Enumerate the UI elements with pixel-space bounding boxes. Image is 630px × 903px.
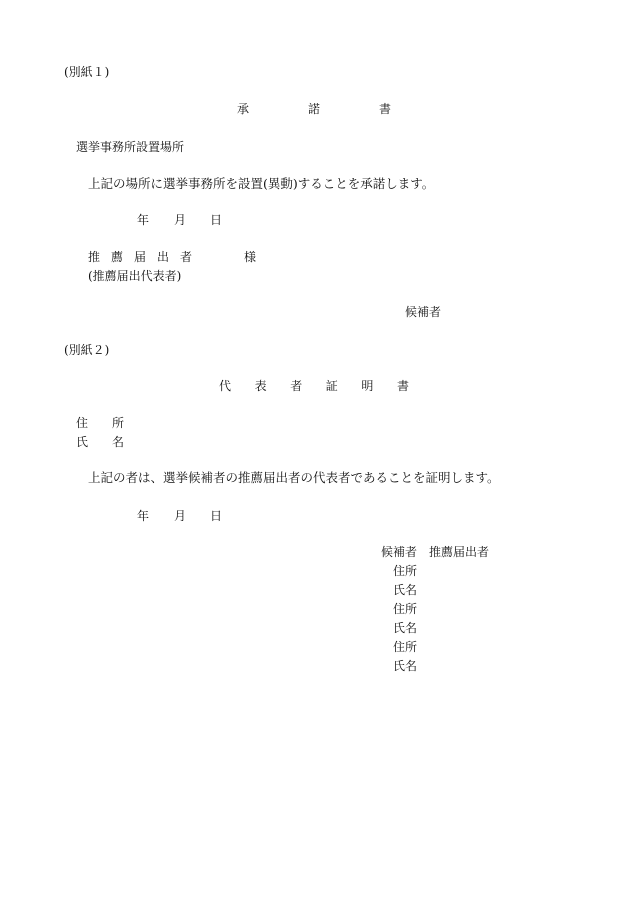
form1-signer: 候補者: [405, 305, 442, 319]
form2-address-char: 所: [111, 416, 124, 430]
form2-name-char: 氏: [76, 435, 89, 449]
form2-signer-header: 候補者 推薦届出者: [381, 545, 490, 559]
form2-title: [219, 380, 409, 392]
form2-title-char: 代: [219, 379, 232, 393]
form2-signer-name: 氏名: [393, 659, 418, 673]
form2-label: (別紙２): [64, 343, 110, 357]
form2-title-char: 証: [325, 379, 338, 393]
form2-signer-name: 氏名: [393, 583, 418, 597]
form2-date-year: 年: [137, 509, 150, 523]
form2-address-label: [76, 417, 124, 429]
form2-address-char: 住: [76, 416, 89, 430]
form2-title-char: 書: [396, 379, 409, 393]
form1-label: (別紙１): [64, 65, 110, 79]
form2-signer-address: 住所: [393, 564, 418, 578]
form2-signer-address: 住所: [393, 602, 418, 616]
form2-title-char: 明: [361, 379, 374, 393]
form1-recipient-char: 届: [133, 250, 146, 264]
form2-name-label: [76, 436, 124, 448]
form1-title: [237, 103, 391, 115]
form2-date-day: 日: [210, 509, 223, 523]
form1-recipient-char: 薦: [110, 250, 123, 264]
form1-honorific: 様: [244, 250, 257, 264]
form1-recipient-char: 者: [179, 250, 192, 264]
form1-recipient: [88, 251, 192, 263]
form1-date-day: 日: [210, 213, 223, 227]
form1-recipient-char: 出: [156, 250, 169, 264]
form1-title-char: 承: [237, 102, 250, 116]
form1-title-char: 書: [378, 102, 391, 116]
form1-recipient-char: 推: [88, 250, 101, 264]
form2-signer-address: 住所: [393, 640, 418, 654]
form2-signer-name: 氏名: [393, 621, 418, 635]
form1-recipient-note: (推薦届出代表者): [88, 269, 182, 283]
form1-location-label: 選挙事務所設置場所: [76, 140, 185, 154]
form1-date-month: 月: [174, 213, 187, 227]
form2-title-char: 表: [254, 379, 267, 393]
form2-body: 上記の者は、選挙候補者の推薦届出者の代表者であることを証明します。: [88, 470, 500, 485]
form2-title-char: 者: [290, 379, 303, 393]
form2-name-char: 名: [111, 435, 124, 449]
form1-body: 上記の場所に選挙事務所を設置(異動)することを承諾します。: [88, 176, 435, 191]
form1-date-year: 年: [137, 213, 150, 227]
form1-title-char: 諾: [307, 102, 320, 116]
form2-date-month: 月: [174, 509, 187, 523]
